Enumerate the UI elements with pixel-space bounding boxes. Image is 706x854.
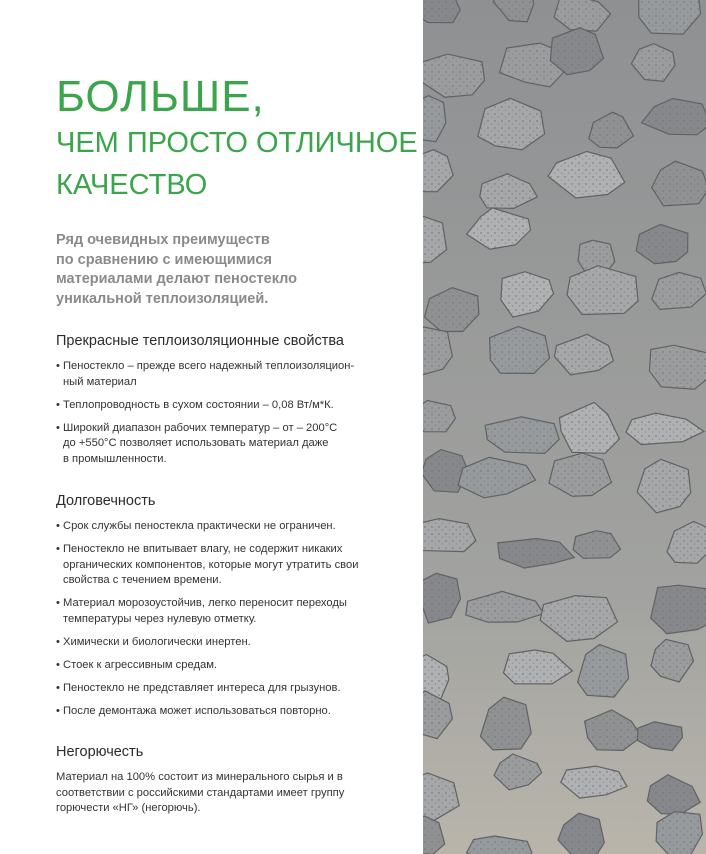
headline-line-1: БОЛЬШЕ, [56, 72, 265, 121]
list-item-line: ный материал [63, 375, 137, 388]
list-item-line: • Химически и биологически инертен. [63, 636, 251, 649]
intro-line: материалами делают пеностекло [56, 271, 298, 287]
list-item-line: температуры через нулевую отметку. [63, 612, 257, 625]
intro-line: уникальной теплоизоляцией. [56, 290, 269, 307]
headline-line-2: ЧЕМ ПРОСТО ОТЛИЧНОЕ [56, 127, 418, 159]
list-item-line: • Пеностекло не представляет интереса для грызунов. [63, 682, 341, 695]
list-item-line: • Теплопроводность в сухом состоянии – 0,08 Вт/м*К. [63, 398, 334, 411]
list-item [56, 359, 401, 390]
list-item-line: • После демонтажа может использоваться повторно. [63, 705, 331, 718]
section-title: Долговечность [56, 493, 156, 509]
list-item-line: • Стоек к агрессивным средам. [63, 659, 218, 672]
list-item [56, 398, 401, 414]
paragraph-line: горючести «НГ» (негорючь). [56, 802, 201, 815]
intro-line: Ряд очевидных преимуществ [56, 232, 270, 248]
list-item [56, 596, 401, 627]
intro-line: по сравнению с имеющимися [56, 251, 272, 268]
section-title: Прекрасные теплоизоляционные свойства [56, 333, 344, 349]
list-item [56, 519, 401, 535]
headline [56, 72, 418, 206]
list-item [56, 635, 401, 651]
intro-text [56, 231, 396, 309]
paragraph-line: Материал на 100% состоит из минерального сырья и в [56, 771, 343, 783]
bullet-list [56, 519, 401, 720]
list-item-line: • Пеностекло не впитывает влагу, не содержит никаких [63, 543, 343, 556]
list-item [56, 658, 401, 674]
list-item-line: в промышленности. [63, 452, 167, 465]
section-fire [56, 743, 401, 817]
section-title: Негорючесть [56, 744, 144, 760]
gravel-illustration [423, 0, 706, 854]
list-item [56, 542, 401, 589]
list-item-line: свойства с течением времени. [63, 574, 222, 587]
section-durability [56, 492, 401, 727]
list-item-line: • Срок службы пеностекла практически не ограничен. [63, 520, 336, 532]
headline-line-3: КАЧЕСТВО [56, 169, 208, 201]
list-item-line: до +550°С позволяет использовать материал даже [63, 437, 329, 450]
section-thermal [56, 332, 401, 475]
list-item [56, 704, 401, 720]
list-item [56, 421, 401, 468]
list-item [56, 681, 401, 697]
list-item-line: органических компонентов, которые могут утратить свои [63, 558, 359, 571]
paragraph-line: соответствии с российскими стандартами имеет группу [56, 786, 345, 799]
bullet-list [56, 359, 401, 468]
section-paragraph [56, 770, 401, 817]
list-item-line: • Материал морозоустойчив, легко переносит переходы [63, 597, 347, 610]
list-item-line: • Пеностекло – прежде всего надежный теплоизоляцион- [63, 360, 355, 372]
stone-texture [423, 0, 460, 23]
list-item-line: • Широкий диапазон рабочих температур – от – 200°С [63, 421, 338, 434]
foam-glass-gravel-photo [423, 0, 706, 854]
